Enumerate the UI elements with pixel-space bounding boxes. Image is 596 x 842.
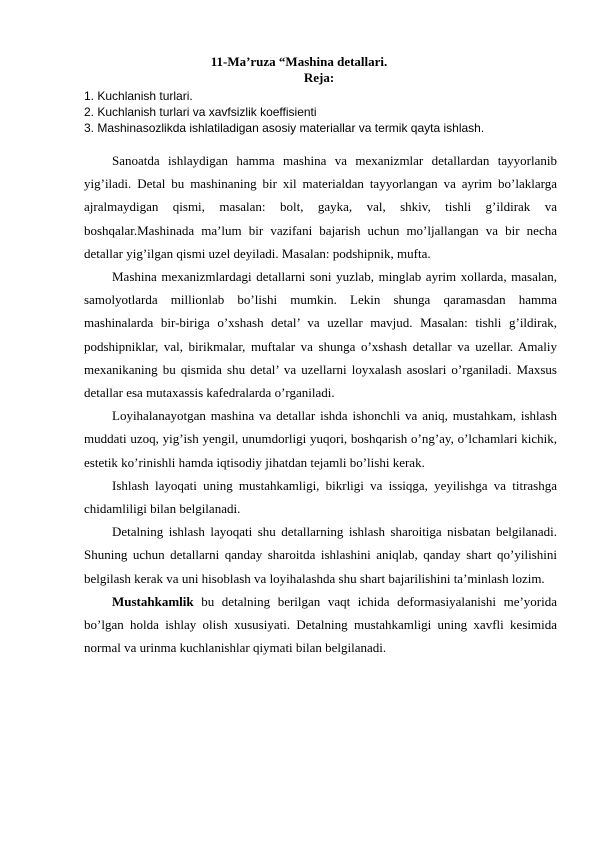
lecture-body (84, 149, 557, 659)
plan-heading: Reja: (303, 70, 335, 85)
defined-term: Mustahkamlik (112, 593, 194, 609)
paragraph: Detalning ishlash layoqati shu detallarning ishlash sharoitiga nisbatan belgilanadi. Shuning uchun detallarni qanday sharoitda ishlashini aniqlab, qanday shart qo’yilishini belgilash kerak va uni hisoblash va loyihalashda shu shart bajarilishini ta’minlash lozim. (84, 524, 557, 586)
paragraph-definition (84, 590, 557, 660)
definition-text: bu detalning berilgan vaqt ichida deformasiyalanishi me’yorida bo’lgan holda ishlay olish xususiyati. Detalning mustahkamligi uning xavfli kesimida normal va urinma kuchlanishlar qiymati bilan belgilanadi. (84, 593, 557, 656)
plan-item: 2. Kuchlanish turlari va xavfsizlik koeffisienti (84, 105, 317, 119)
plan-item: 1. Kuchlanish turlari. (84, 89, 193, 103)
plan-list (84, 88, 564, 136)
paragraph: Sanoatda ishlaydigan hamma mashina va mexanizmlar detallardan tayyorlanib yig’iladi. Detal bu mashinaning bir xil materialdan tayyorlangan va ayrim bo’laklarga ajralmaydigan qismi, masalan: bolt, gayka, val, shkiv, tishli g’ildirak va boshqalar.Mashinada ma’lum bir vazifani bajarish uchun mo’ljallangan va bir necha detallar yig’ilgan qismi uzel deyiladi. Masalan: podshipnik, mufta. (84, 153, 557, 261)
paragraph: Loyihalanayotgan mashina va detallar ishda ishonchli va aniq, mustahkam, ishlash muddati uzoq, yig’ish yengil, unumdorligi yuqori, boshqarish o’ng’ay, o’lchamlari kichik, estetik ko’rinishli hamda iqtisodiy jihatdan tejamli bo’lishi kerak. (84, 408, 557, 470)
paragraph: Mashina mexanizmlardagi detallarni soni yuzlab, minglab ayrim xollarda, masalan, samolyotlarda millionlab bo’lishi mumkin. Lekin shunga qaramasdan hamma mashinalarda bir-biriga o’xshash detal’ va uzellar mavjud. Masalan: tishli g’ildirak, podshipniklar, val, birikmalar, muftalar va shunga o’xshash detallar va uzellar. Amaliy mexanikaning bu qismida shu detal’ va uzellarni loyxalash asoslari o’rganiladi. Maxsus detallar esa mutaxassis kafedralarda o’rganiladi. (84, 269, 557, 401)
lecture-title: 11-Ma’ruza “Mashina detallari. (210, 54, 388, 69)
paragraph: Ishlash layoqati uning mustahkamligi, bikrligi va issiqga, yeyilishga va titrashga chidamliligi bilan belgilanadi. (84, 477, 557, 517)
plan-item: 3. Mashinasozlikda ishlatiladigan asosiy materiallar va termik qayta ishlash. (84, 121, 485, 135)
